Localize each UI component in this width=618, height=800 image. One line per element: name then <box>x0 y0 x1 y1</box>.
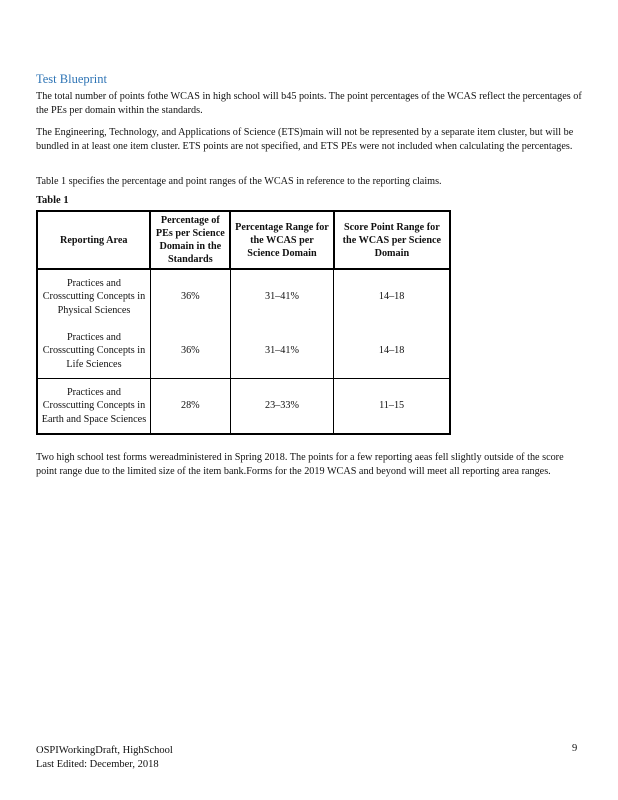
table-header-row <box>37 211 450 269</box>
percentage-range-cell: 23–33% <box>230 379 334 435</box>
blueprint-table <box>36 210 451 435</box>
reporting-area-cell: Practices and Crosscutting Concepts in Life Sciences <box>37 324 150 379</box>
header-pe-percentage: Percentage of PEs per Science Domain in the Standards <box>150 211 230 269</box>
table-caption: Table 1 <box>36 195 69 206</box>
header-score-point-range: Score Point Range for the WCAS per Science Domain <box>334 211 450 269</box>
percentage-range-cell: 31–41% <box>230 269 334 324</box>
score-point-range-cell: 14–18 <box>334 324 450 379</box>
footer-last-edited: Last Edited: December, 2018 <box>36 759 159 770</box>
page-number: 9 <box>572 743 578 754</box>
header-reporting-area: Reporting Area <box>37 211 150 269</box>
footer-document-title: OSPIWorkingDraft, HighSchool <box>36 745 173 756</box>
page-footer <box>36 744 173 772</box>
header-percentage-range: Percentage Range for the WCAS per Science Domain <box>230 211 334 269</box>
score-point-range-cell: 11–15 <box>334 379 450 435</box>
ets-paragraph: The Engineering, Technology, and Applications of Science (ETS)main will not be represented by a separate item cluster, but will be bundled in at least one item cluster. ETS points are not specified, and ETS PEs were not included when calculating the percentages. <box>36 127 574 152</box>
table-reference-paragraph: Table 1 specifies the percentage and point ranges of the WCAS in reference to the reporting claims. <box>36 176 442 187</box>
pe-percentage-cell: 28% <box>150 379 230 435</box>
pe-percentage-cell: 36% <box>150 269 230 324</box>
score-point-range-cell: 14–18 <box>334 269 450 324</box>
table-row <box>37 269 450 324</box>
intro-paragraph: The total number of points fothe WCAS in high school will b45 points. The point percentages of the WCAS reflect the percentages of the PEs per domain within the standards. <box>36 91 582 116</box>
table-row <box>37 324 450 379</box>
percentage-range-cell: 31–41% <box>230 324 334 379</box>
pe-percentage-cell: 36% <box>150 324 230 379</box>
table-row <box>37 379 450 435</box>
reporting-area-cell: Practices and Crosscutting Concepts in Physical Sciences <box>37 269 150 324</box>
section-heading: Test Blueprint <box>36 72 107 86</box>
reporting-area-cell: Practices and Crosscutting Concepts in Earth and Space Sciences <box>37 379 150 435</box>
test-forms-paragraph: Two high school test forms wereadministered in Spring 2018. The points for a few reporting aeas fell slightly outside of the score point range due to the limited size of the item bank.Forms for the 2019 WCAS and beyond will meet all reporting area ranges. <box>36 452 564 477</box>
